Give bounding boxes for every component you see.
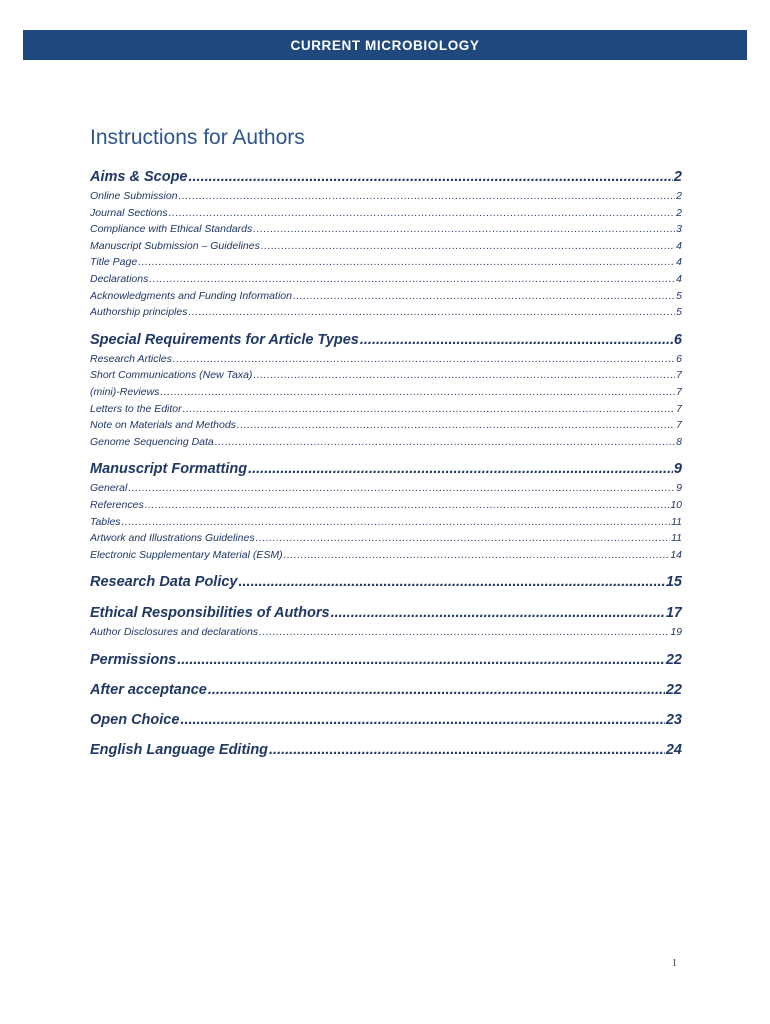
toc-leader-dots [122, 514, 671, 531]
toc-section-title: English Language Editing [90, 741, 269, 758]
toc-subsection-page: 5 [676, 289, 682, 302]
toc-subsection-title: Authorship principles [90, 306, 188, 319]
toc-subsection-title: Acknowledgments and Funding Information [90, 289, 292, 302]
toc-section-page: 22 [665, 651, 682, 668]
toc-subsection-entry[interactable] [90, 188, 682, 205]
toc-subsection-title: Online Submission [90, 190, 178, 202]
toc-leader-dots [253, 221, 675, 238]
toc-leader-dots [284, 547, 670, 564]
toc-subsection-title: Short Communications (New Taxa) [90, 369, 253, 382]
toc-section-entry[interactable] [90, 649, 682, 671]
toc-leader-dots [269, 739, 665, 761]
toc-section-entry[interactable] [90, 679, 682, 701]
toc-subsection-page: 4 [676, 272, 682, 285]
toc-leader-dots [237, 417, 675, 434]
toc-leader-dots [179, 188, 676, 205]
document-title: Instructions for Authors [90, 126, 305, 149]
toc-section-page: 17 [665, 605, 682, 622]
toc-subsection-title: Letters to the Editor [90, 402, 182, 415]
toc-subsection-entry[interactable] [90, 351, 682, 368]
toc-subsection-page: 6 [676, 352, 682, 365]
toc-subsection-title: Declarations [90, 272, 149, 285]
toc-subsection-title: (mini)-Reviews [90, 385, 160, 398]
toc-section-page: 9 [673, 461, 682, 478]
toc-section-entry[interactable] [90, 329, 682, 351]
toc-section-title: Special Requirements for Article Types [90, 331, 359, 348]
toc-section-entry[interactable] [90, 602, 682, 624]
toc-section-entry[interactable] [90, 458, 682, 480]
toc-subsection-entry[interactable] [90, 221, 682, 238]
toc-leader-dots [189, 166, 673, 188]
toc-subsection-page: 4 [676, 256, 682, 269]
page-number: 1 [672, 958, 677, 969]
toc-leader-dots [177, 649, 665, 671]
toc-subsection-page: 5 [676, 306, 682, 319]
toc-section-title: Aims & Scope [90, 169, 188, 185]
toc-leader-dots [360, 329, 673, 351]
toc-subsection-title: References [90, 498, 144, 511]
toc-leader-dots [128, 480, 675, 497]
toc-leader-dots [248, 458, 673, 480]
toc-section-title: Ethical Responsibilities of Authors [90, 605, 330, 622]
toc-subsection-entry[interactable] [90, 384, 682, 401]
toc-subsection-entry[interactable] [90, 434, 682, 451]
toc-leader-dots [173, 351, 675, 368]
toc-leader-dots [160, 384, 675, 401]
toc-section-page: 23 [665, 711, 682, 728]
toc-subsection-page: 3 [676, 223, 682, 236]
toc-section-entry[interactable] [90, 571, 682, 593]
toc-leader-dots [188, 304, 675, 321]
toc-leader-dots [215, 434, 675, 451]
toc-subsection-page: 7 [676, 369, 682, 382]
toc-subsection-entry[interactable] [90, 547, 682, 564]
toc-section-page: 2 [673, 169, 682, 185]
toc-leader-dots [169, 205, 676, 222]
toc-section-title: Manuscript Formatting [90, 461, 248, 478]
toc-leader-dots [331, 602, 665, 624]
toc-subsection-title: Genome Sequencing Data [90, 435, 214, 448]
toc-section-entry[interactable] [90, 739, 682, 761]
journal-header-bar [23, 30, 747, 60]
toc-leader-dots [149, 271, 675, 288]
toc-subsection-page: 10 [670, 498, 682, 511]
toc-leader-dots [180, 709, 664, 731]
toc-section-title: Open Choice [90, 711, 180, 728]
toc-subsection-entry[interactable] [90, 401, 682, 418]
toc-subsection-page: 14 [670, 548, 682, 561]
toc-subsection-page: 7 [676, 419, 682, 432]
toc-subsection-page: 7 [676, 402, 682, 415]
toc-leader-dots [253, 367, 675, 384]
toc-section-title: Permissions [90, 651, 177, 668]
toc-subsection-page: 4 [676, 239, 682, 252]
toc-section-page: 24 [665, 741, 682, 758]
toc-leader-dots [261, 238, 675, 255]
toc-subsection-page: 9 [676, 482, 682, 495]
toc-subsection-page: 7 [676, 385, 682, 398]
toc-subsection-page: 8 [676, 435, 682, 448]
toc-subsection-page: 2 [676, 190, 682, 202]
toc-section-title: After acceptance [90, 681, 207, 698]
toc-subsection-page: 11 [671, 532, 682, 545]
toc-subsection-title: General [90, 482, 128, 495]
table-of-contents [90, 166, 682, 761]
toc-subsection-entry[interactable] [90, 254, 682, 271]
toc-subsection-title: Electronic Supplementary Material (ESM) [90, 548, 283, 561]
toc-section-page: 22 [665, 681, 682, 698]
toc-leader-dots [259, 624, 669, 641]
toc-section-entry[interactable] [90, 166, 682, 188]
toc-section-page: 15 [665, 574, 682, 591]
toc-subsection-page: 11 [671, 515, 682, 528]
toc-subsection-entry[interactable] [90, 530, 682, 547]
toc-leader-dots [145, 497, 670, 514]
toc-section-entry[interactable] [90, 709, 682, 731]
toc-subsection-title: Tables [90, 515, 121, 528]
toc-subsection-page: 19 [670, 626, 682, 639]
toc-subsection-entry[interactable] [90, 367, 682, 384]
toc-leader-dots [183, 401, 676, 418]
toc-subsection-entry[interactable] [90, 205, 682, 222]
toc-subsection-entry[interactable] [90, 624, 682, 641]
toc-subsection-entry[interactable] [90, 497, 682, 514]
toc-subsection-title: Author Disclosures and declarations [90, 626, 259, 639]
toc-subsection-page: 2 [676, 206, 682, 219]
toc-subsection-title: Compliance with Ethical Standards [90, 223, 253, 236]
toc-subsection-entry[interactable] [90, 514, 682, 531]
toc-subsection-entry[interactable] [90, 288, 682, 305]
journal-name: CURRENT MICROBIOLOGY [290, 37, 480, 53]
toc-subsection-title: Artwork and Illustrations Guidelines [90, 532, 255, 545]
toc-subsection-title: Manuscript Submission – Guidelines [90, 239, 260, 252]
toc-leader-dots [256, 530, 671, 547]
toc-subsection-entry[interactable] [90, 238, 682, 255]
toc-section-page: 6 [673, 331, 682, 348]
toc-section-title: Research Data Policy [90, 574, 238, 591]
toc-leader-dots [208, 679, 665, 701]
toc-subsection-title: Title Page [90, 256, 138, 269]
toc-subsection-entry[interactable] [90, 480, 682, 497]
toc-subsection-entry[interactable] [90, 304, 682, 321]
toc-leader-dots [138, 254, 675, 271]
toc-subsection-title: Journal Sections [90, 206, 168, 219]
toc-subsection-entry[interactable] [90, 271, 682, 288]
toc-subsection-entry[interactable] [90, 417, 682, 434]
toc-subsection-title: Note on Materials and Methods [90, 419, 236, 432]
toc-leader-dots [293, 288, 675, 305]
toc-leader-dots [239, 571, 665, 593]
toc-subsection-title: Research Articles [90, 352, 172, 365]
